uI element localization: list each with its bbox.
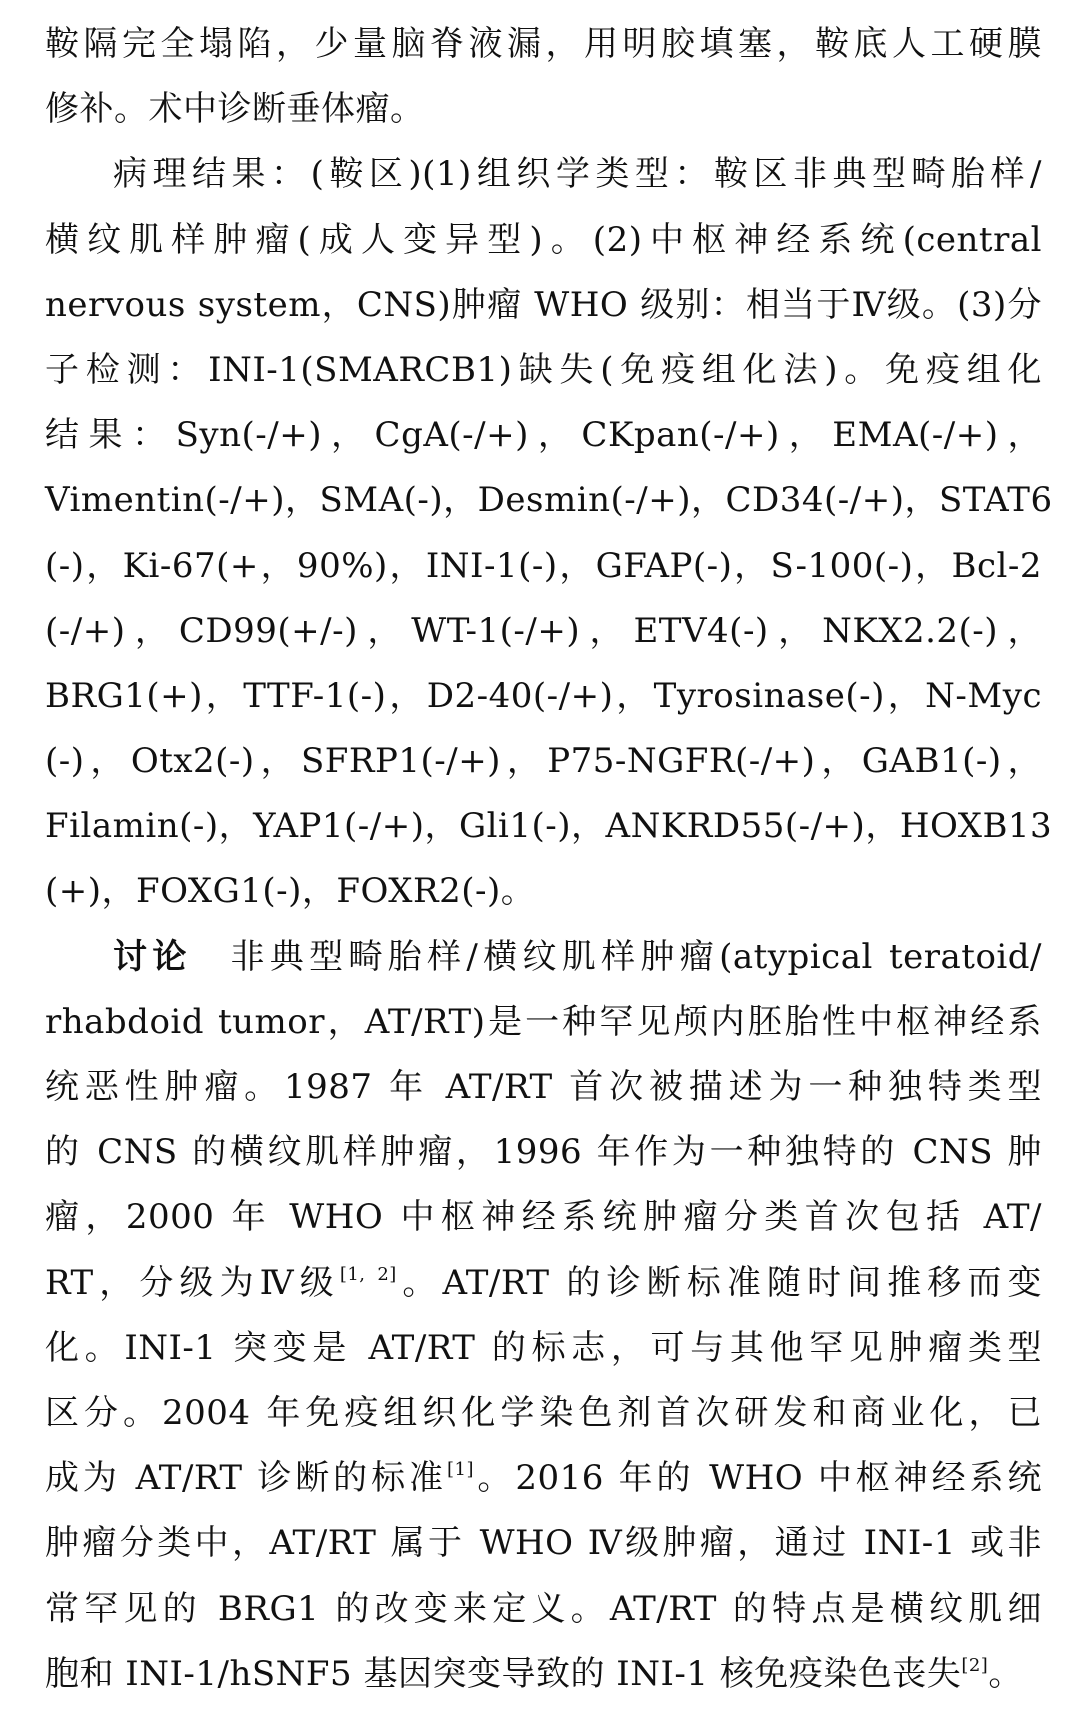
text-line: 的 CNS 的横纹肌样肿瘤，1996 年作为一种独特的 CNS 肿	[45, 1132, 1042, 1173]
text-line: (+)，FOXG1(-)，FOXR2(-)。	[45, 871, 536, 912]
text-line	[45, 1642, 1042, 1707]
text-line: 鞍隔完全塌陷，少量脑脊液漏，用明胶填塞，鞍底人工硬膜	[45, 24, 1042, 64]
text-line: rhabdoid tumor，AT/RT)是一种罕见颅内胚胎性中枢神经系	[45, 1001, 1042, 1042]
paper-page	[45, 12, 1053, 1707]
text-line: 区分。2004 年免疫组织化学染色剂首次研发和商业化，已	[45, 1392, 1042, 1433]
text-span: 。	[988, 1653, 1023, 1694]
section-heading-discussion: 讨论	[113, 936, 192, 977]
paragraph-discussion	[45, 925, 1042, 1707]
text-line: Filamin(-)，YAP1(-/+)，Gli1(-)，ANKRD55(-/+)，HOXB13	[45, 806, 1053, 847]
paragraph-pathology	[45, 142, 1053, 924]
text-span: 。AT/RT 的诊断标准随时间推移而变	[396, 1262, 1042, 1303]
text-span: 成为 AT/RT 诊断的标准	[45, 1458, 447, 1499]
text-line: 化。INI-1 突变是 AT/RT 的标志，可与其他罕见肿瘤类型	[45, 1327, 1042, 1368]
text-line: (-)，Otx2(-)，SFRP1(-/+)，P75-NGFR(-/+)，GAB1(-)，	[45, 741, 1042, 782]
text-span: 胞和 INI-1/hSNF5 基因突变导致的 INI-1 核免疫染色丧失	[45, 1653, 962, 1694]
text-line: 肿瘤分类中，AT/RT 属于 WHO Ⅳ级肿瘤，通过 INI-1 或非	[45, 1523, 1042, 1564]
text-span: 。2016 年的 WHO 中枢神经系统	[473, 1458, 1043, 1499]
citation-ref[interactable]: [1, 2]	[339, 1263, 397, 1285]
text-span: RT，分级为Ⅳ级	[45, 1262, 340, 1303]
text-line: 结果：Syn(-/+)，CgA(-/+)，CKpan(-/+)，EMA(-/+)，	[45, 415, 1042, 456]
text-line: 病理结果：(鞍区)(1)组织学类型：鞍区非典型畸胎样/	[113, 154, 1042, 195]
text-line	[45, 1251, 1042, 1316]
text-line: BRG1(+)，TTF-1(-)，D2-40(-/+)，Tyrosinase(-)，N-Myc	[45, 675, 1042, 716]
text-line: 瘤，2000 年 WHO 中枢神经系统肿瘤分类首次包括 AT/	[45, 1197, 1042, 1238]
text-line: (-/+)，CD99(+/-)，WT-1(-/+)，ETV4(-)，NKX2.2(-)，	[45, 610, 1042, 651]
text-line: nervous system，CNS)肿瘤 WHO 级别：相当于Ⅳ级。(3)分	[45, 284, 1042, 325]
text-line: 常罕见的 BRG1 的改变来定义。AT/RT 的特点是横纹肌细	[45, 1588, 1042, 1629]
paragraph-surgery	[45, 12, 1042, 142]
citation-ref[interactable]: [2]	[961, 1654, 989, 1676]
text-line	[45, 1446, 1042, 1511]
text-line: 横纹肌样肿瘤(成人变异型)。(2)中枢神经系统(central	[45, 219, 1042, 260]
text-line: 子检测：INI-1(SMARCB1)缺失(免疫组化法)。免疫组化	[45, 349, 1042, 390]
text-line: Vimentin(-/+)，SMA(-)，Desmin(-/+)，CD34(-/+)，STAT6	[45, 480, 1053, 521]
citation-ref[interactable]: [1]	[446, 1459, 474, 1481]
text-line	[45, 925, 1042, 990]
text-line: 修补。术中诊断垂体瘤。	[45, 89, 425, 130]
text-line: 统恶性肿瘤。1987 年 AT/RT 首次被描述为一种独特类型	[45, 1067, 1042, 1107]
text-span: 非典型畸胎样/横纹肌样肿瘤(atypical teratoid/	[225, 936, 1043, 977]
text-line: (-)，Ki-67(+，90%)，INI-1(-)，GFAP(-)，S-100(-)，Bcl-2	[45, 545, 1042, 586]
